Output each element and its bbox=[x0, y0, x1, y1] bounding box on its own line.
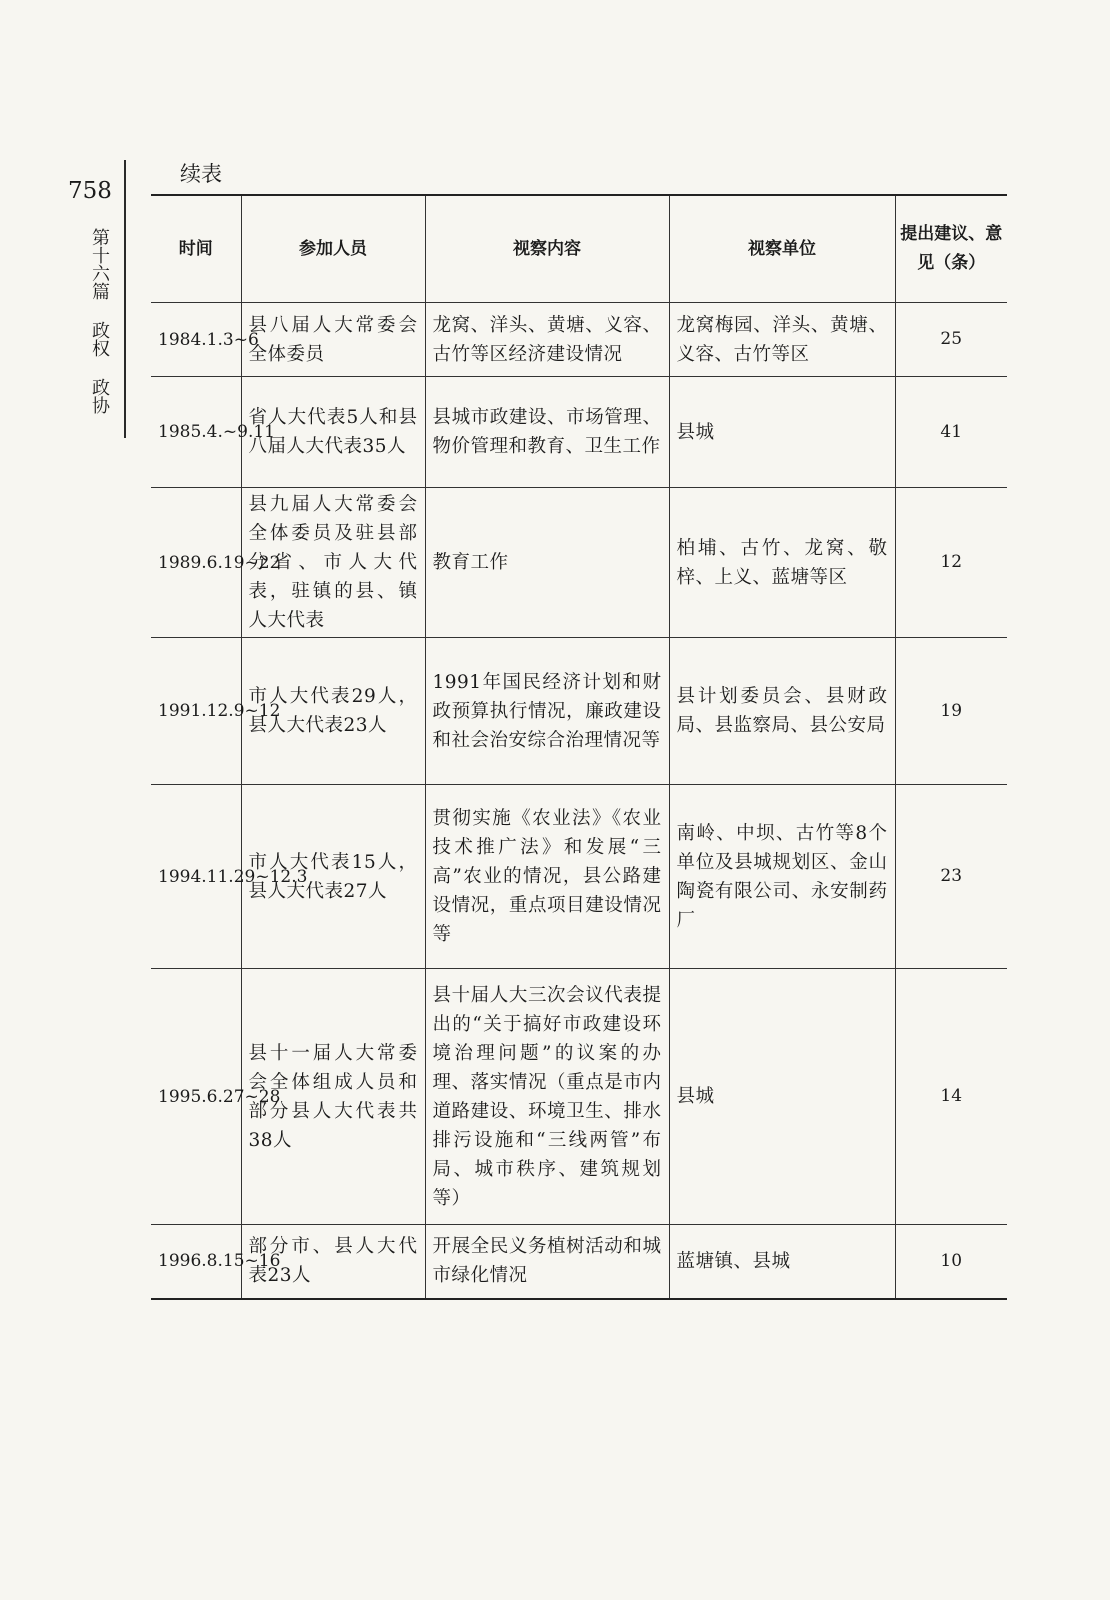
cell-count: 19 bbox=[895, 638, 1007, 785]
table-row bbox=[151, 638, 1007, 785]
cell-content: 县十届人大三次会议代表提出的“关于搞好市政建设环境治理问题”的议案的办理、落实情况（重点是市内道路建设、环境卫生、排水排污设施和“三线两管”布局、城市秩序、建筑规划等） bbox=[425, 969, 669, 1225]
cell-units: 蓝塘镇、县城 bbox=[669, 1225, 895, 1299]
cell-content: 1991年国民经济计划和财政预算执行情况，廉政建设和社会治安综合治理情况等 bbox=[425, 638, 669, 785]
cell-count: 41 bbox=[895, 377, 1007, 488]
cell-time: 1995.6.27~28 bbox=[151, 969, 241, 1225]
cell-content: 龙窝、洋头、黄塘、义容、古竹等区经济建设情况 bbox=[425, 303, 669, 377]
cell-participants: 省人大代表5人和县八届人大代表35人 bbox=[241, 377, 425, 488]
header-time: 时间 bbox=[151, 195, 241, 303]
cell-participants: 县八届人大常委会全体委员 bbox=[241, 303, 425, 377]
header-participants: 参加人员 bbox=[241, 195, 425, 303]
inspection-table bbox=[151, 194, 1007, 1300]
cell-participants: 市人大代表29人，县人大代表23人 bbox=[241, 638, 425, 785]
cell-time: 1984.1.3~6 bbox=[151, 303, 241, 377]
header-units: 视察单位 bbox=[669, 195, 895, 303]
cell-time: 1991.12.9~12 bbox=[151, 638, 241, 785]
cell-units: 龙窝梅园、洋头、黄塘、义容、古竹等区 bbox=[669, 303, 895, 377]
cell-units: 南岭、中坝、古竹等8个单位及县城规划区、金山陶瓷有限公司、永安制药厂 bbox=[669, 785, 895, 969]
table-row bbox=[151, 1225, 1007, 1299]
table-row bbox=[151, 785, 1007, 969]
cell-participants: 市人大代表15人，县人大代表27人 bbox=[241, 785, 425, 969]
chapter-title: 第十六篇 政权 政协 bbox=[89, 228, 110, 414]
cell-content: 开展全民义务植树活动和城市绿化情况 bbox=[425, 1225, 669, 1299]
header-content: 视察内容 bbox=[425, 195, 669, 303]
cell-content: 贯彻实施《农业法》《农业技术推广法》和发展“三高”农业的情况，县公路建设情况，重点项目建设情况等 bbox=[425, 785, 669, 969]
cell-count: 10 bbox=[895, 1225, 1007, 1299]
cell-content: 教育工作 bbox=[425, 488, 669, 638]
cell-count: 12 bbox=[895, 488, 1007, 638]
cell-time: 1994.11.29~12.3 bbox=[151, 785, 241, 969]
cell-time: 1989.6.19~22 bbox=[151, 488, 241, 638]
table-row bbox=[151, 969, 1007, 1225]
table-header-row bbox=[151, 195, 1007, 303]
table-continued-label: 续表 bbox=[180, 162, 222, 186]
cell-count: 25 bbox=[895, 303, 1007, 377]
cell-units: 县城 bbox=[669, 377, 895, 488]
cell-count: 23 bbox=[895, 785, 1007, 969]
cell-participants: 县九届人大常委会全体委员及驻县部分省、市人大代表，驻镇的县、镇人大代表 bbox=[241, 488, 425, 638]
header-count: 提出建议、意见（条） bbox=[895, 195, 1007, 303]
table-row bbox=[151, 377, 1007, 488]
margin-divider bbox=[124, 160, 126, 438]
table-row bbox=[151, 303, 1007, 377]
cell-time: 1985.4.~9.11 bbox=[151, 377, 241, 488]
cell-units: 县计划委员会、县财政局、县监察局、县公安局 bbox=[669, 638, 895, 785]
cell-content: 县城市政建设、市场管理、物价管理和教育、卫生工作 bbox=[425, 377, 669, 488]
cell-units: 柏埔、古竹、龙窝、敬梓、上义、蓝塘等区 bbox=[669, 488, 895, 638]
cell-participants: 部分市、县人大代表23人 bbox=[241, 1225, 425, 1299]
page-number: 758 bbox=[68, 178, 112, 204]
table-row bbox=[151, 488, 1007, 638]
cell-participants: 县十一届人大常委会全体组成人员和部分县人大代表共38人 bbox=[241, 969, 425, 1225]
cell-time: 1996.8.15~16 bbox=[151, 1225, 241, 1299]
cell-count: 14 bbox=[895, 969, 1007, 1225]
cell-units: 县城 bbox=[669, 969, 895, 1225]
